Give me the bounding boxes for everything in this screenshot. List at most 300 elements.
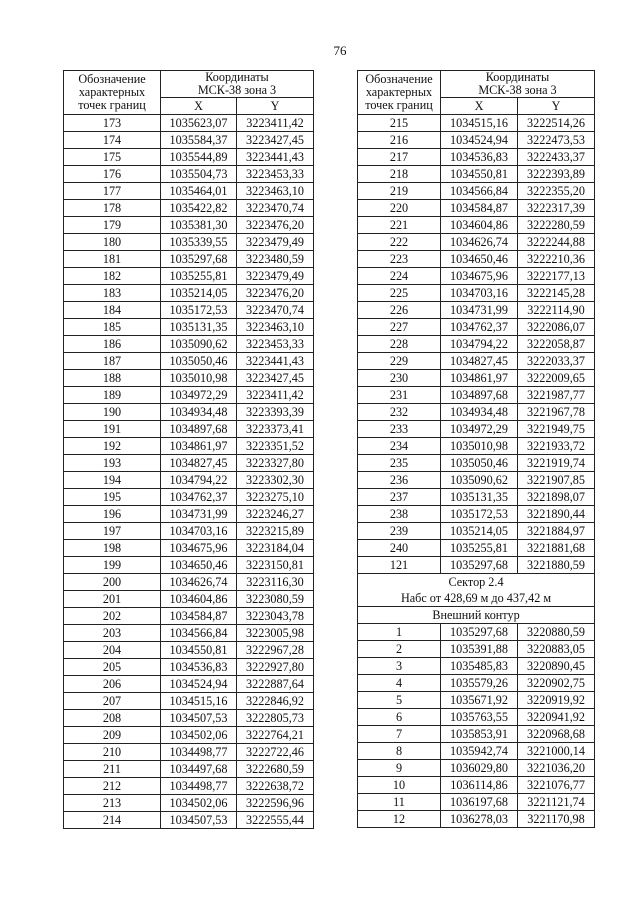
y-cell: 3223479,49 <box>237 234 314 251</box>
point-id-cell: 230 <box>358 370 441 387</box>
y-cell: 3222596,96 <box>237 795 314 812</box>
x-cell: 1034497,68 <box>161 761 237 778</box>
y-cell: 3220919,92 <box>518 692 595 709</box>
table-row <box>64 778 314 795</box>
table-row <box>64 744 314 761</box>
point-id-cell: 186 <box>64 336 161 353</box>
x-cell: 1034675,96 <box>441 268 518 285</box>
table-row <box>64 268 314 285</box>
table-row <box>358 743 595 760</box>
point-id-cell: 236 <box>358 472 441 489</box>
table-row <box>358 641 595 658</box>
x-cell: 1035504,73 <box>161 166 237 183</box>
x-cell: 1034584,87 <box>441 200 518 217</box>
y-cell: 3222927,80 <box>237 659 314 676</box>
point-id-cell: 121 <box>358 557 441 574</box>
table-row <box>64 183 314 200</box>
point-id-cell: 181 <box>64 251 161 268</box>
y-cell: 3222514,26 <box>518 115 595 132</box>
table-row <box>358 675 595 692</box>
y-cell: 3222244,88 <box>518 234 595 251</box>
x-cell: 1034566,84 <box>161 625 237 642</box>
x-cell: 1034650,46 <box>441 251 518 268</box>
y-cell: 3223080,59 <box>237 591 314 608</box>
y-cell: 3222317,39 <box>518 200 595 217</box>
x-cell: 1034515,16 <box>161 693 237 710</box>
table-row <box>64 557 314 574</box>
x-cell: 1035671,92 <box>441 692 518 709</box>
y-cell: 3223351,52 <box>237 438 314 455</box>
table-row <box>64 132 314 149</box>
y-cell: 3222967,28 <box>237 642 314 659</box>
x-cell: 1034731,99 <box>441 302 518 319</box>
table-row <box>358 777 595 794</box>
y-cell: 3223411,42 <box>237 115 314 132</box>
table-row <box>358 200 595 217</box>
point-id-cell: 238 <box>358 506 441 523</box>
x-cell: 1034536,83 <box>441 149 518 166</box>
table-row <box>64 625 314 642</box>
table-row <box>358 251 595 268</box>
y-cell: 3223116,30 <box>237 574 314 591</box>
y-cell: 3221170,98 <box>518 811 595 828</box>
table-row <box>64 761 314 778</box>
y-cell: 3222210,36 <box>518 251 595 268</box>
x-cell: 1035172,53 <box>441 506 518 523</box>
table-row <box>64 115 314 132</box>
x-cell: 1035010,98 <box>441 438 518 455</box>
y-cell: 3222033,37 <box>518 353 595 370</box>
x-cell: 1036114,86 <box>441 777 518 794</box>
point-id-cell: 195 <box>64 489 161 506</box>
table-row <box>64 659 314 676</box>
table-row <box>64 642 314 659</box>
point-id-cell: 198 <box>64 540 161 557</box>
sector-block <box>358 574 595 624</box>
point-id-cell: 207 <box>64 693 161 710</box>
x-cell: 1034703,16 <box>161 523 237 540</box>
point-id-cell: 231 <box>358 387 441 404</box>
x-cell: 1034498,77 <box>161 744 237 761</box>
table-row <box>64 591 314 608</box>
y-cell: 3222846,92 <box>237 693 314 710</box>
point-id-cell: 208 <box>64 710 161 727</box>
y-cell: 3223470,74 <box>237 200 314 217</box>
y-cell: 3223441,43 <box>237 353 314 370</box>
table-row <box>64 676 314 693</box>
table-row <box>358 709 595 726</box>
point-id-cell: 176 <box>64 166 161 183</box>
table-row <box>64 421 314 438</box>
y-cell: 3223427,45 <box>237 370 314 387</box>
y-cell: 3221890,44 <box>518 506 595 523</box>
point-id-cell: 10 <box>358 777 441 794</box>
point-id-cell: 179 <box>64 217 161 234</box>
table-row <box>64 795 314 812</box>
x-cell: 1034762,37 <box>161 489 237 506</box>
y-cell: 3222086,07 <box>518 319 595 336</box>
y-cell: 3221036,20 <box>518 760 595 777</box>
x-cell: 1034524,94 <box>441 132 518 149</box>
y-cell: 3222145,28 <box>518 285 595 302</box>
table-row <box>358 370 595 387</box>
y-cell: 3223215,89 <box>237 523 314 540</box>
x-cell: 1035391,88 <box>441 641 518 658</box>
x-cell: 1034861,97 <box>441 370 518 387</box>
point-id-cell: 227 <box>358 319 441 336</box>
y-cell: 3222680,59 <box>237 761 314 778</box>
y-cell: 3221121,74 <box>518 794 595 811</box>
x-cell: 1034626,74 <box>441 234 518 251</box>
point-id-cell: 237 <box>358 489 441 506</box>
point-id-cell: 4 <box>358 675 441 692</box>
x-cell: 1034604,86 <box>441 217 518 234</box>
point-id-cell: 197 <box>64 523 161 540</box>
point-id-cell: 209 <box>64 727 161 744</box>
point-id-cell: 220 <box>358 200 441 217</box>
point-id-cell: 213 <box>64 795 161 812</box>
y-cell: 3221907,85 <box>518 472 595 489</box>
x-cell: 1035381,30 <box>161 217 237 234</box>
point-id-cell: 222 <box>358 234 441 251</box>
point-id-cell: 205 <box>64 659 161 676</box>
point-id-cell: 201 <box>64 591 161 608</box>
y-cell: 3223043,78 <box>237 608 314 625</box>
y-cell: 3221898,07 <box>518 489 595 506</box>
y-cell: 3223184,04 <box>237 540 314 557</box>
table-row <box>64 455 314 472</box>
x-cell: 1036197,68 <box>441 794 518 811</box>
x-cell: 1036278,03 <box>441 811 518 828</box>
x-cell: 1035010,98 <box>161 370 237 387</box>
table-row <box>358 523 595 540</box>
table-row <box>358 285 595 302</box>
x-cell: 1035255,81 <box>161 268 237 285</box>
page-number: 76 <box>333 43 347 58</box>
table-row <box>64 166 314 183</box>
y-cell: 3221076,77 <box>518 777 595 794</box>
table-row <box>358 472 595 489</box>
table-row <box>64 489 314 506</box>
x-cell: 1034566,84 <box>441 183 518 200</box>
table-row <box>358 268 595 285</box>
point-id-cell: 187 <box>64 353 161 370</box>
table-row <box>358 217 595 234</box>
x-cell: 1034675,96 <box>161 540 237 557</box>
x-cell: 1035584,37 <box>161 132 237 149</box>
x-cell: 1034827,45 <box>161 455 237 472</box>
x-cell: 1034515,16 <box>441 115 518 132</box>
table-row <box>64 234 314 251</box>
x-cell: 1035255,81 <box>441 540 518 557</box>
table-row <box>358 421 595 438</box>
y-cell: 3223476,20 <box>237 217 314 234</box>
point-id-cell: 216 <box>358 132 441 149</box>
table-row <box>64 523 314 540</box>
point-id-cell: 240 <box>358 540 441 557</box>
point-id-cell: 177 <box>64 183 161 200</box>
point-id-cell: 235 <box>358 455 441 472</box>
point-id-cell: 193 <box>64 455 161 472</box>
point-id-cell: 196 <box>64 506 161 523</box>
y-cell: 3222473,53 <box>518 132 595 149</box>
table-row <box>358 760 595 777</box>
table-row <box>358 692 595 709</box>
y-cell: 3220902,75 <box>518 675 595 692</box>
y-cell: 3220890,45 <box>518 658 595 675</box>
x-cell: 1035485,83 <box>441 658 518 675</box>
point-id-cell: 192 <box>64 438 161 455</box>
y-cell: 3223327,80 <box>237 455 314 472</box>
y-cell: 3222058,87 <box>518 336 595 353</box>
y-cell: 3221987,77 <box>518 387 595 404</box>
y-cell: 3222114,90 <box>518 302 595 319</box>
x-cell: 1034507,53 <box>161 710 237 727</box>
table-row <box>64 574 314 591</box>
y-cell: 3221884,97 <box>518 523 595 540</box>
point-id-cell: 185 <box>64 319 161 336</box>
table-row <box>358 387 595 404</box>
point-id-cell: 218 <box>358 166 441 183</box>
point-id-cell: 225 <box>358 285 441 302</box>
right-table-body-bottom <box>358 624 595 828</box>
y-cell: 3223302,30 <box>237 472 314 489</box>
x-cell: 1035339,55 <box>161 234 237 251</box>
header-y: Y <box>237 98 314 115</box>
x-cell: 1035214,05 <box>441 523 518 540</box>
x-cell: 1034897,68 <box>441 387 518 404</box>
point-id-cell: 210 <box>64 744 161 761</box>
y-cell: 3223411,42 <box>237 387 314 404</box>
table-row <box>64 727 314 744</box>
y-cell: 3222722,46 <box>237 744 314 761</box>
x-cell: 1035297,68 <box>441 557 518 574</box>
y-cell: 3221933,72 <box>518 438 595 455</box>
x-cell: 1035942,74 <box>441 743 518 760</box>
sector-title: Сектор 2.4 <box>448 575 504 589</box>
point-id-cell: 1 <box>358 624 441 641</box>
y-cell: 3222393,89 <box>518 166 595 183</box>
x-cell: 1034972,29 <box>161 387 237 404</box>
coordinates-table-left <box>63 70 314 829</box>
table-row <box>358 438 595 455</box>
point-id-cell: 229 <box>358 353 441 370</box>
point-id-cell: 232 <box>358 404 441 421</box>
point-id-cell: 234 <box>358 438 441 455</box>
header-x: X <box>441 98 518 115</box>
x-cell: 1034550,81 <box>161 642 237 659</box>
y-cell: 3221967,78 <box>518 404 595 421</box>
point-id-cell: 9 <box>358 760 441 777</box>
point-id-cell: 217 <box>358 149 441 166</box>
x-cell: 1035172,53 <box>161 302 237 319</box>
header-coordinates: Координаты МСК-38 зона 3 <box>441 71 595 98</box>
y-cell: 3221881,68 <box>518 540 595 557</box>
y-cell: 3223427,45 <box>237 132 314 149</box>
point-id-cell: 239 <box>358 523 441 540</box>
x-cell: 1035623,07 <box>161 115 237 132</box>
x-cell: 1034827,45 <box>441 353 518 370</box>
point-id-cell: 212 <box>64 778 161 795</box>
y-cell: 3223246,27 <box>237 506 314 523</box>
y-cell: 3221919,74 <box>518 455 595 472</box>
header-coordinates: Координаты МСК-38 зона 3 <box>161 71 314 98</box>
x-cell: 1035297,68 <box>441 624 518 641</box>
point-id-cell: 204 <box>64 642 161 659</box>
table-row <box>64 438 314 455</box>
y-cell: 3222764,21 <box>237 727 314 744</box>
x-cell: 1035763,55 <box>441 709 518 726</box>
table-row <box>358 455 595 472</box>
table-row <box>358 540 595 557</box>
y-cell: 3223480,59 <box>237 251 314 268</box>
x-cell: 1035214,05 <box>161 285 237 302</box>
point-id-cell: 221 <box>358 217 441 234</box>
table-row <box>64 506 314 523</box>
x-cell: 1035544,89 <box>161 149 237 166</box>
y-cell: 3222555,44 <box>237 812 314 829</box>
table-row <box>358 132 595 149</box>
table-row <box>64 540 314 557</box>
point-id-cell: 173 <box>64 115 161 132</box>
y-cell: 3221000,14 <box>518 743 595 760</box>
y-cell: 3223150,81 <box>237 557 314 574</box>
point-id-cell: 233 <box>358 421 441 438</box>
y-cell: 3223470,74 <box>237 302 314 319</box>
y-cell: 3222355,20 <box>518 183 595 200</box>
x-cell: 1035090,62 <box>441 472 518 489</box>
point-id-cell: 174 <box>64 132 161 149</box>
x-cell: 1034794,22 <box>161 472 237 489</box>
point-id-cell: 219 <box>358 183 441 200</box>
table-row <box>64 200 314 217</box>
y-cell: 3222887,64 <box>237 676 314 693</box>
table-row <box>358 624 595 641</box>
y-cell: 3223373,41 <box>237 421 314 438</box>
point-id-cell: 211 <box>64 761 161 778</box>
table-row <box>64 217 314 234</box>
point-id-cell: 214 <box>64 812 161 829</box>
table-row <box>64 353 314 370</box>
x-cell: 1034536,83 <box>161 659 237 676</box>
y-cell: 3220941,92 <box>518 709 595 726</box>
table-row <box>358 319 595 336</box>
point-id-cell: 194 <box>64 472 161 489</box>
table-row <box>64 387 314 404</box>
point-id-cell: 11 <box>358 794 441 811</box>
x-cell: 1034762,37 <box>441 319 518 336</box>
y-cell: 3223393,39 <box>237 404 314 421</box>
table-row <box>64 608 314 625</box>
point-id-cell: 183 <box>64 285 161 302</box>
x-cell: 1034703,16 <box>441 285 518 302</box>
y-cell: 3222805,73 <box>237 710 314 727</box>
header-designation: Обозначение характерных точек границ <box>358 71 441 115</box>
table-row <box>358 506 595 523</box>
coordinates-table-right <box>357 70 595 828</box>
x-cell: 1034604,86 <box>161 591 237 608</box>
table-row <box>358 794 595 811</box>
x-cell: 1034934,48 <box>161 404 237 421</box>
y-cell: 3222433,37 <box>518 149 595 166</box>
table-row <box>358 234 595 251</box>
point-id-cell: 182 <box>64 268 161 285</box>
table-row <box>358 557 595 574</box>
table-row <box>358 489 595 506</box>
table-row <box>64 812 314 829</box>
table-row <box>358 404 595 421</box>
point-id-cell: 184 <box>64 302 161 319</box>
y-cell: 3220968,68 <box>518 726 595 743</box>
x-cell: 1034502,06 <box>161 727 237 744</box>
y-cell: 3220883,05 <box>518 641 595 658</box>
x-cell: 1035131,35 <box>441 489 518 506</box>
point-id-cell: 5 <box>358 692 441 709</box>
x-cell: 1034507,53 <box>161 812 237 829</box>
x-cell: 1034626,74 <box>161 574 237 591</box>
point-id-cell: 202 <box>64 608 161 625</box>
table-row <box>64 710 314 727</box>
point-id-cell: 200 <box>64 574 161 591</box>
x-cell: 1034584,87 <box>161 608 237 625</box>
table-row <box>64 693 314 710</box>
table-row <box>64 370 314 387</box>
table-row <box>358 811 595 828</box>
table-row <box>64 251 314 268</box>
y-cell: 3221949,75 <box>518 421 595 438</box>
right-table-body-top <box>358 115 595 574</box>
x-cell: 1035090,62 <box>161 336 237 353</box>
x-cell: 1034794,22 <box>441 336 518 353</box>
table-row <box>358 353 595 370</box>
y-cell: 3223476,20 <box>237 285 314 302</box>
point-id-cell: 189 <box>64 387 161 404</box>
x-cell: 1035297,68 <box>161 251 237 268</box>
x-cell: 1034550,81 <box>441 166 518 183</box>
point-id-cell: 203 <box>64 625 161 642</box>
y-cell: 3223463,10 <box>237 183 314 200</box>
x-cell: 1034498,77 <box>161 778 237 795</box>
table-row <box>358 658 595 675</box>
point-id-cell: 12 <box>358 811 441 828</box>
y-cell: 3222280,59 <box>518 217 595 234</box>
table-row <box>64 319 314 336</box>
point-id-cell: 228 <box>358 336 441 353</box>
point-id-cell: 2 <box>358 641 441 658</box>
x-cell: 1036029,80 <box>441 760 518 777</box>
table-row <box>64 472 314 489</box>
point-id-cell: 6 <box>358 709 441 726</box>
table-row <box>358 336 595 353</box>
table-row <box>358 726 595 743</box>
point-id-cell: 175 <box>64 149 161 166</box>
point-id-cell: 190 <box>64 404 161 421</box>
table-row <box>358 302 595 319</box>
y-cell: 3223479,49 <box>237 268 314 285</box>
table-row <box>64 149 314 166</box>
y-cell: 3220880,59 <box>518 624 595 641</box>
point-id-cell: 223 <box>358 251 441 268</box>
table-row <box>358 115 595 132</box>
x-cell: 1035050,46 <box>441 455 518 472</box>
x-cell: 1035464,01 <box>161 183 237 200</box>
y-cell: 3223441,43 <box>237 149 314 166</box>
x-cell: 1035579,26 <box>441 675 518 692</box>
x-cell: 1034524,94 <box>161 676 237 693</box>
point-id-cell: 178 <box>64 200 161 217</box>
y-cell: 3223275,10 <box>237 489 314 506</box>
x-cell: 1035853,91 <box>441 726 518 743</box>
